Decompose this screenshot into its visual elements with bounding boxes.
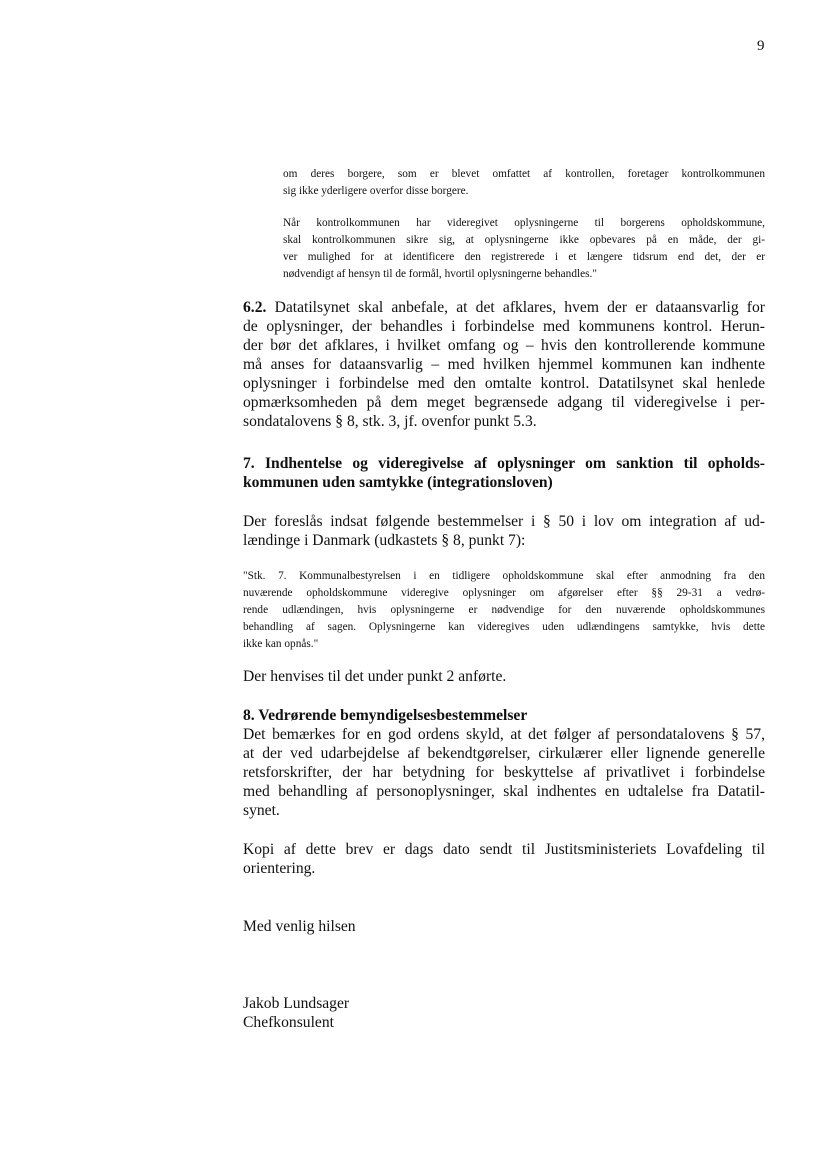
section-7-quote (243, 568, 765, 653)
text-line: retsforskrifter, der har betydning for beskyttelse af privatlivet i forbindelse (243, 764, 765, 781)
section-7-intro (243, 512, 765, 550)
section-label: 6.2. (243, 299, 267, 316)
text-line: sondatalovens § 8, stk. 3, jf. ovenfor punkt 5.3. (243, 413, 537, 430)
text-line: Når kontrolkommunen har videregivet oplysningerne til borgerens opholdskommune, (283, 217, 765, 229)
text-line: orientering. (243, 860, 316, 877)
text-line: sig ikke yderligere overfor disse borgere. (283, 185, 469, 197)
text-line: de oplysninger, der behandles i forbindelse med kommunens kontrol. Herun- (243, 318, 765, 335)
quote-block-paragraph-1 (283, 166, 765, 200)
copy-note (243, 840, 765, 878)
section-6-2 (243, 298, 765, 431)
text-line: ver mulighed for at identificere den registrerede i et længere tidsrum end det, der er (283, 251, 765, 263)
text-line: oplysninger i forbindelse med den omtalte kontrol. Datatilsynet skal henlede (243, 375, 765, 392)
signature-name: Jakob Lundsager (243, 995, 350, 1012)
text-line: Det bemærkes for en god ordens skyld, at det følger af persondatalovens § 57, (243, 726, 765, 743)
text-line: Kopi af dette brev er dags dato sendt til Justitsministeriets Lovafdeling til (243, 841, 765, 858)
text-line: lændinge i Danmark (udkastets § 8, punkt 7): (243, 532, 526, 549)
text-fragment: Datatilsynet skal anbefale, at det afklares, hvem der er dataansvarlig for (274, 299, 765, 316)
text-line: skal kontrolkommunen sikre sig, at oplysningerne ikke opbevares på en måde, der gi- (283, 234, 765, 246)
section-8-body (243, 725, 765, 820)
text-line: 7. Indhentelse og videregivelse af oplysninger om sanktion til opholds- (243, 455, 765, 472)
signature-title: Chefkonsulent (243, 1014, 334, 1031)
section-7-heading (243, 454, 765, 492)
section-7-reference: Der henvises til det under punkt 2 anførte. (243, 668, 507, 685)
text-line: der bør det afklares, i hvilket omfang og – hvis den kontrollerende kommune (243, 337, 765, 354)
text-line: ikke kan opnås." (243, 638, 319, 650)
section-8-heading: 8. Vedrørende bemyndigelsesbestemmelser (243, 707, 528, 724)
text-line: nødvendigt af hensyn til de formål, hvortil oplysningerne behandles." (283, 268, 597, 280)
text-line: må anses for dataansvarlig – med hvilken hjemmel kommunen kan indhente (243, 356, 765, 373)
text-line: om deres borgere, som er blevet omfattet af kontrollen, foretager kontrolkommunen (283, 168, 765, 180)
quote-block-paragraph-2 (283, 215, 765, 283)
page-number: 9 (757, 38, 765, 54)
text-line: opmærksomheden på dem meget begrænsede adgang til videregivelse i per- (243, 394, 765, 411)
text-line: Der foreslås indsat følgende bestemmelser i § 50 i lov om integration af ud- (243, 513, 765, 530)
text-line: med behandling af personoplysninger, skal indhentes en udtalelse fra Datatil- (243, 783, 765, 800)
closing: Med venlig hilsen (243, 918, 356, 935)
text-line: behandling af sagen. Oplysningerne kan videregives uden udlændingens samtykke, hvis dette (243, 621, 765, 633)
text-line: rende udlændingen, hvis oplysningerne er nødvendige for den nuværende opholdskommunes (243, 604, 765, 616)
text-line: kommunen uden samtykke (integrationsloven) (243, 474, 553, 491)
text-line: "Stk. 7. Kommunalbestyrelsen i en tidligere opholdskommune skal efter anmodning fra den (243, 570, 765, 582)
text-line (243, 298, 765, 317)
text-line: at der ved udarbejdelse af bekendtgørelser, cirkulærer eller lignende generelle (243, 745, 765, 762)
text-line: synet. (243, 802, 280, 819)
text-line: nuværende opholdskommune videregive oplysninger om afgørelser efter §§ 29-31 a vedrø- (243, 587, 765, 599)
